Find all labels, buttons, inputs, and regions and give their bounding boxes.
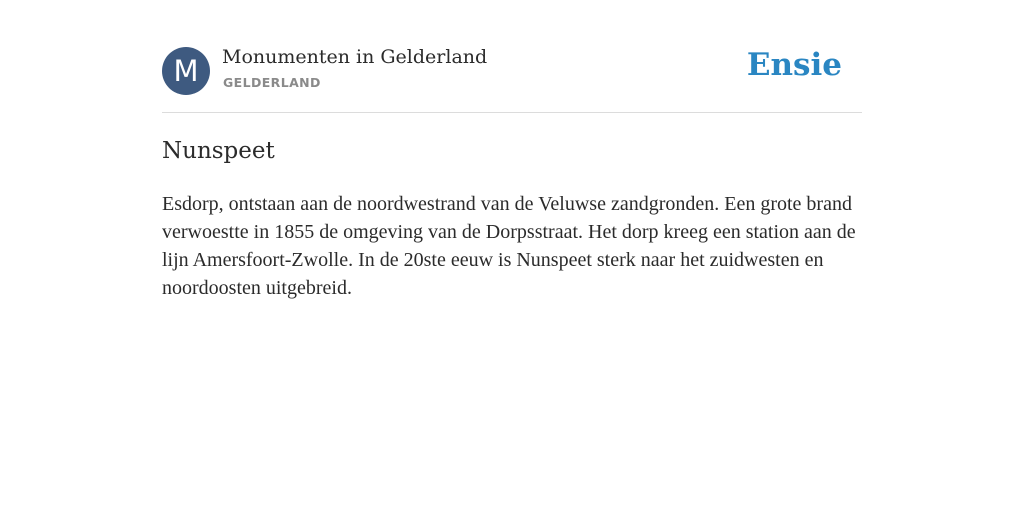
brand-logo[interactable]: Ensie xyxy=(746,47,842,83)
avatar[interactable]: M xyxy=(162,47,210,95)
article-body: Esdorp, ontstaan aan de noordwestrand van de Veluwse zandgronden. Een grote brand verwoestte in 1855 de omgeving van de Dorpsstraat. Het dorp kreeg een station aan de lijn Amersfoort-Zwolle. In de 20ste eeuw is Nunspeet sterk naar het zuidwesten en noordoosten uitgebreid. xyxy=(162,193,856,299)
article-card xyxy=(162,0,862,299)
page-title: Nunspeet xyxy=(162,138,275,164)
collection-header xyxy=(162,0,862,113)
collection-title[interactable]: Monumenten in Gelderland xyxy=(222,46,488,68)
collection-subtitle: GELDERLAND xyxy=(223,75,321,90)
